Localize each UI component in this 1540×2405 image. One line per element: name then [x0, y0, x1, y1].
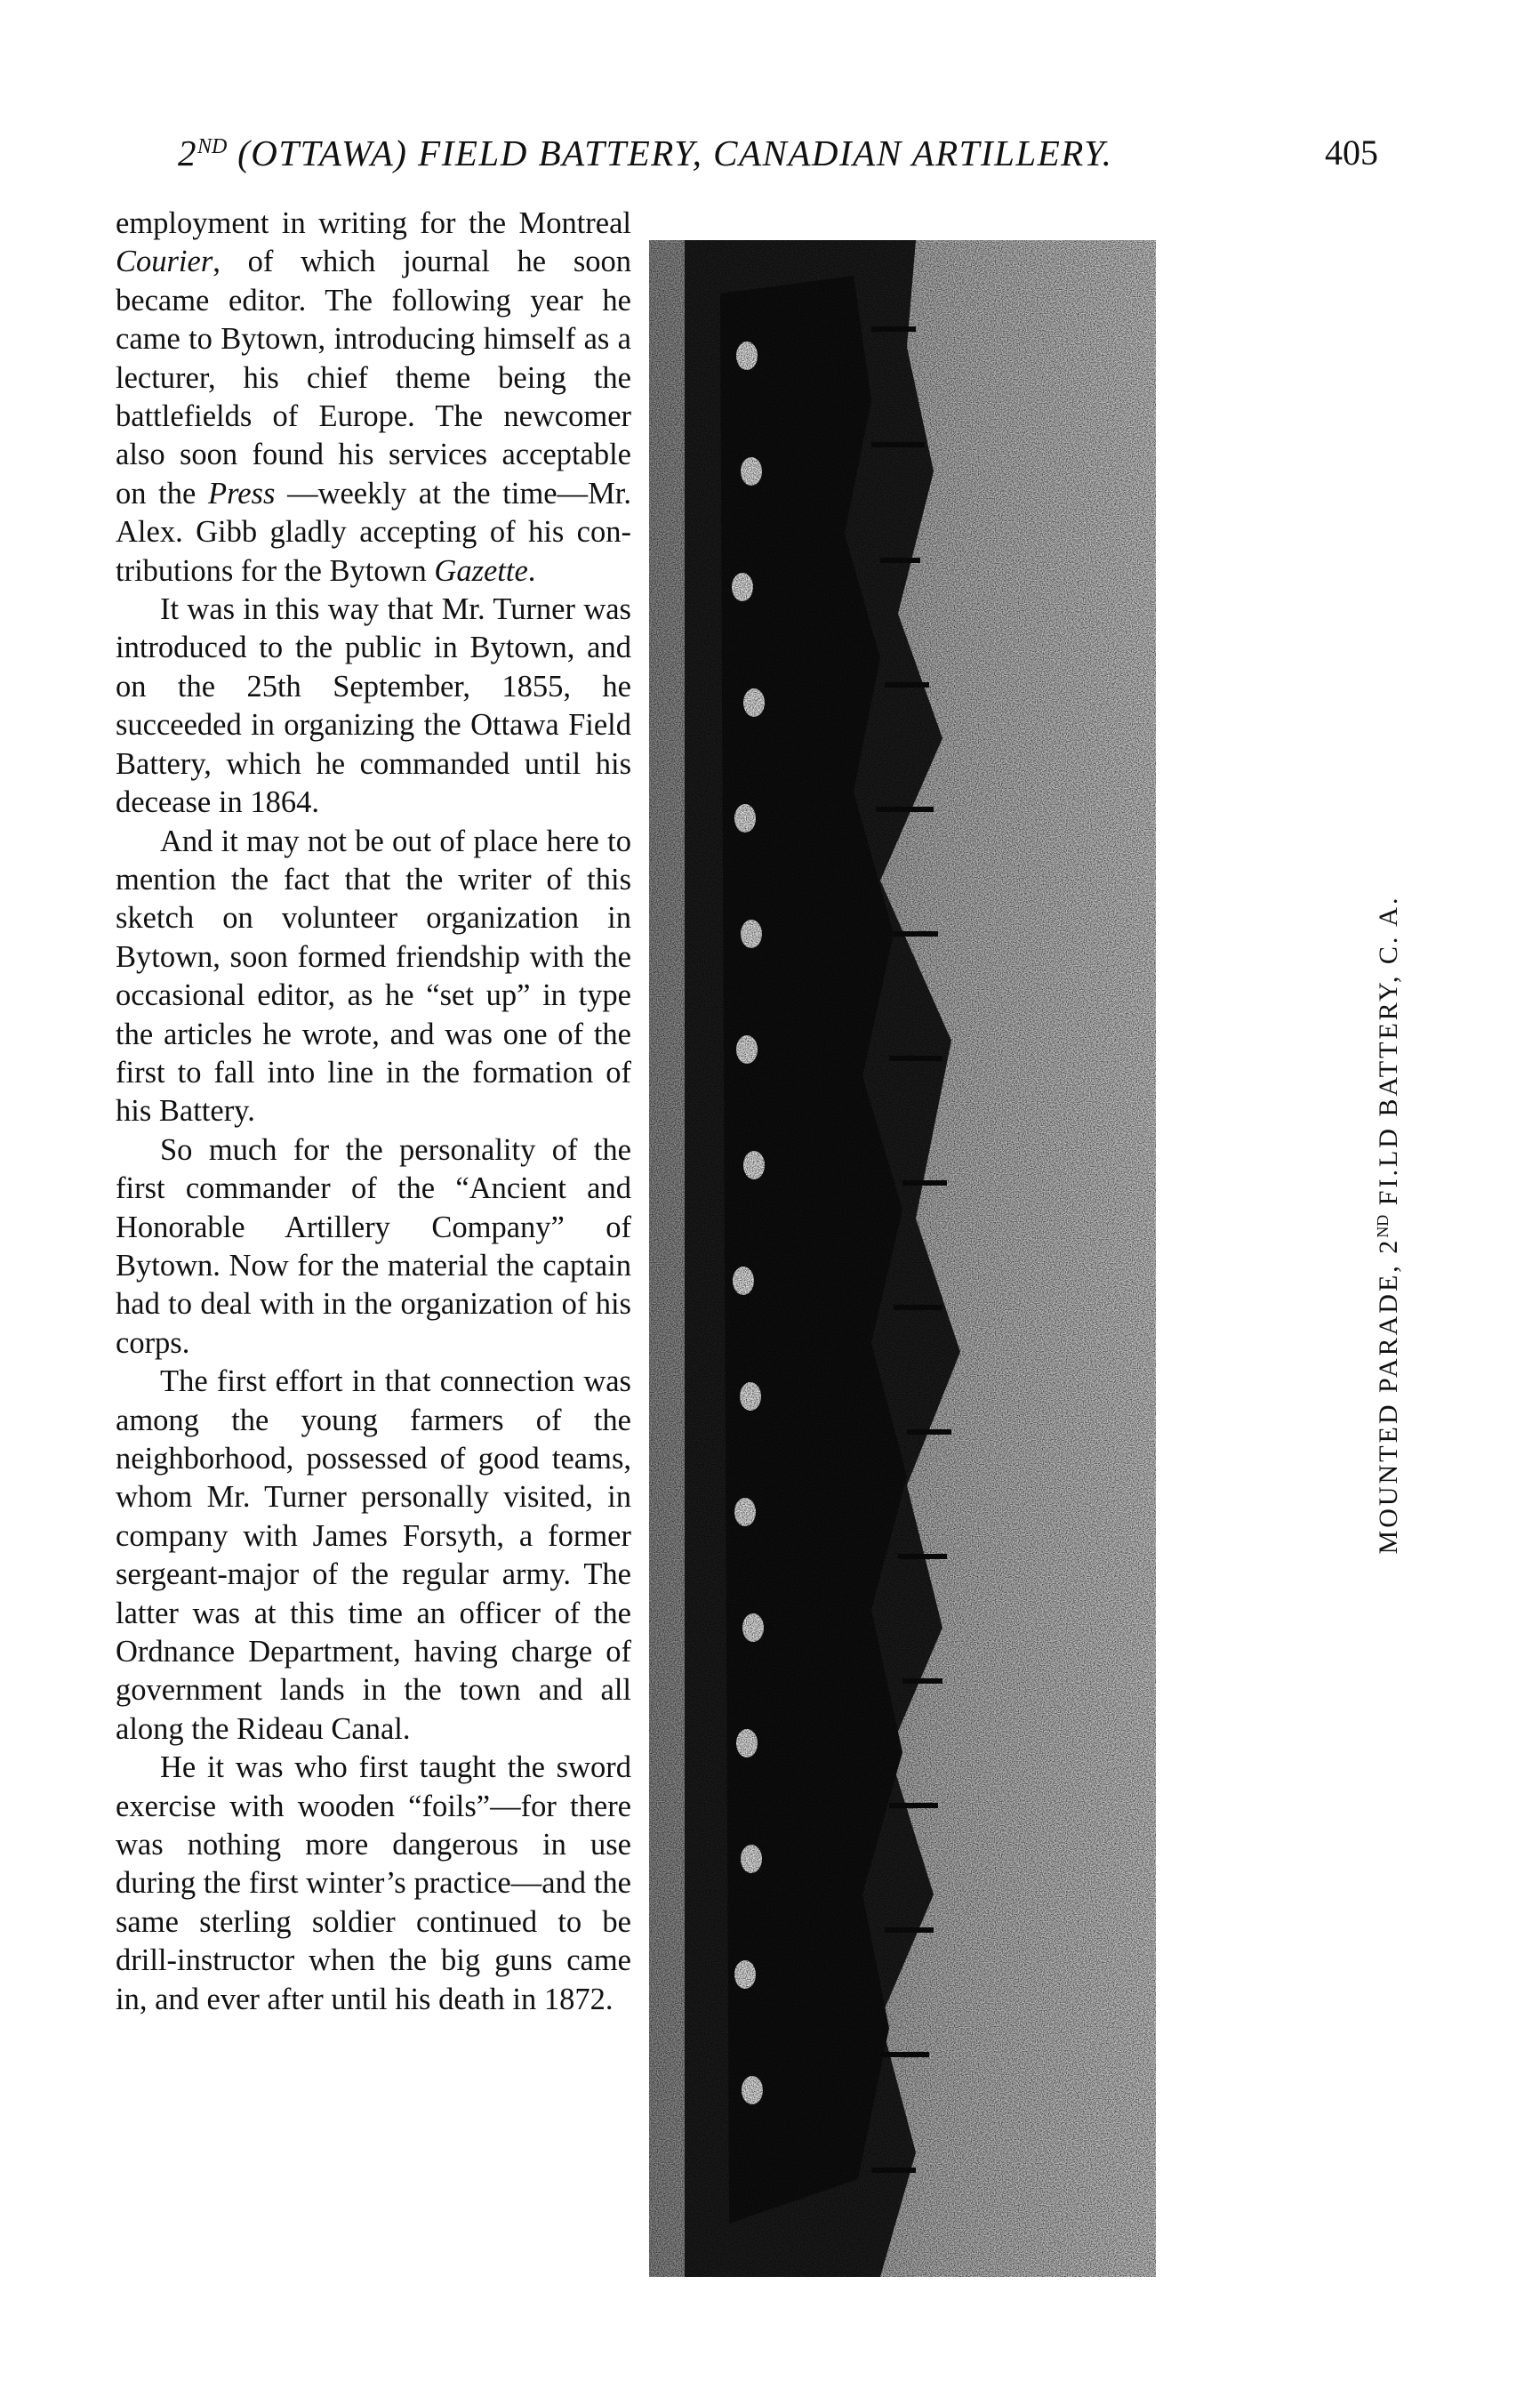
courier-title: Courier: [116, 245, 213, 279]
paragraph-2: It was in this way that Mr. Turner was introduced to the public in Bytown, and on the 25th September, 1855, he succeeded in organizing the Ottawa Field Battery, which he commanded until his decease in 1864.: [116, 592, 631, 820]
paragraph-5: The first effort in that connection was among the young farmers of the neighborhood, possessed of good teams, whom Mr. Turner personally visited, in company with James Forsyth, a former sergeant-major of the regular army. The latter was at this time an officer of the Ordnance Department, having charge of government lands in the town and all along the Rideau Canal.: [116, 1364, 631, 1746]
paragraph-3: And it may not be out of place here to mention the fact that the writer of this sketch on volunteer organization in Bytown, soon formed friendship with the occasional editor, as he “set up” in type the articles he wrote, and was one of the first to fall into line in the formation of his Battery.: [116, 824, 631, 1129]
mounted-parade-photograph: [649, 240, 1156, 2277]
caption-ordinal: ND: [1374, 1214, 1392, 1238]
running-head-prefix: 2: [178, 133, 197, 173]
running-head: [178, 132, 1112, 174]
press-title: Press: [208, 476, 276, 511]
page-number: 405: [1325, 133, 1378, 173]
running-head-ordinal: ND: [197, 135, 228, 158]
photo-halftone: [649, 240, 1156, 2277]
caption-text-a: MOUNTED PARADE, 2: [1374, 1237, 1403, 1555]
p1-text-b: , of which journal he soon became editor. The following year he came to Bytown, introducing himself as a lecturer, his chief theme being the battlefields of Europe. The newcomer also soon found his services acceptable on the: [116, 245, 631, 511]
paragraph-4: So much for the personality of the first commander of the “Ancient and Honorable Artillery Company” of Bytown. Now for the material the captain had to deal with in the organization of his corps.: [116, 1132, 631, 1360]
running-head-title: (OTTAWA) FIELD BATTERY, CANADIAN ARTILLERY.: [227, 133, 1113, 173]
article-column: [116, 205, 631, 2019]
caption-text-b: FI.LD BATTERY, C. A.: [1374, 895, 1403, 1215]
halftone-grain: [649, 240, 1156, 2277]
gazette-title: Gazette: [434, 553, 528, 588]
p1-text-d: .: [527, 553, 536, 588]
paragraph-1: [116, 205, 631, 591]
p1-text-a: employment in writing for the Montreal: [116, 206, 631, 240]
p1-text-c: —weekly at the time—Mr. Alex. Gibb gladly accepting of his contributions for the Bytown: [116, 476, 631, 588]
paragraph-6: He it was who first taught the sword exercise with wooden “foils”—for there was nothing more dangerous in use during the first winter’s practice—and the same sterling soldier continued to be drill-instructor when the big guns came in, and ever after until his death in 1872.: [116, 1750, 631, 2016]
photo-caption: [1365, 851, 1403, 1598]
